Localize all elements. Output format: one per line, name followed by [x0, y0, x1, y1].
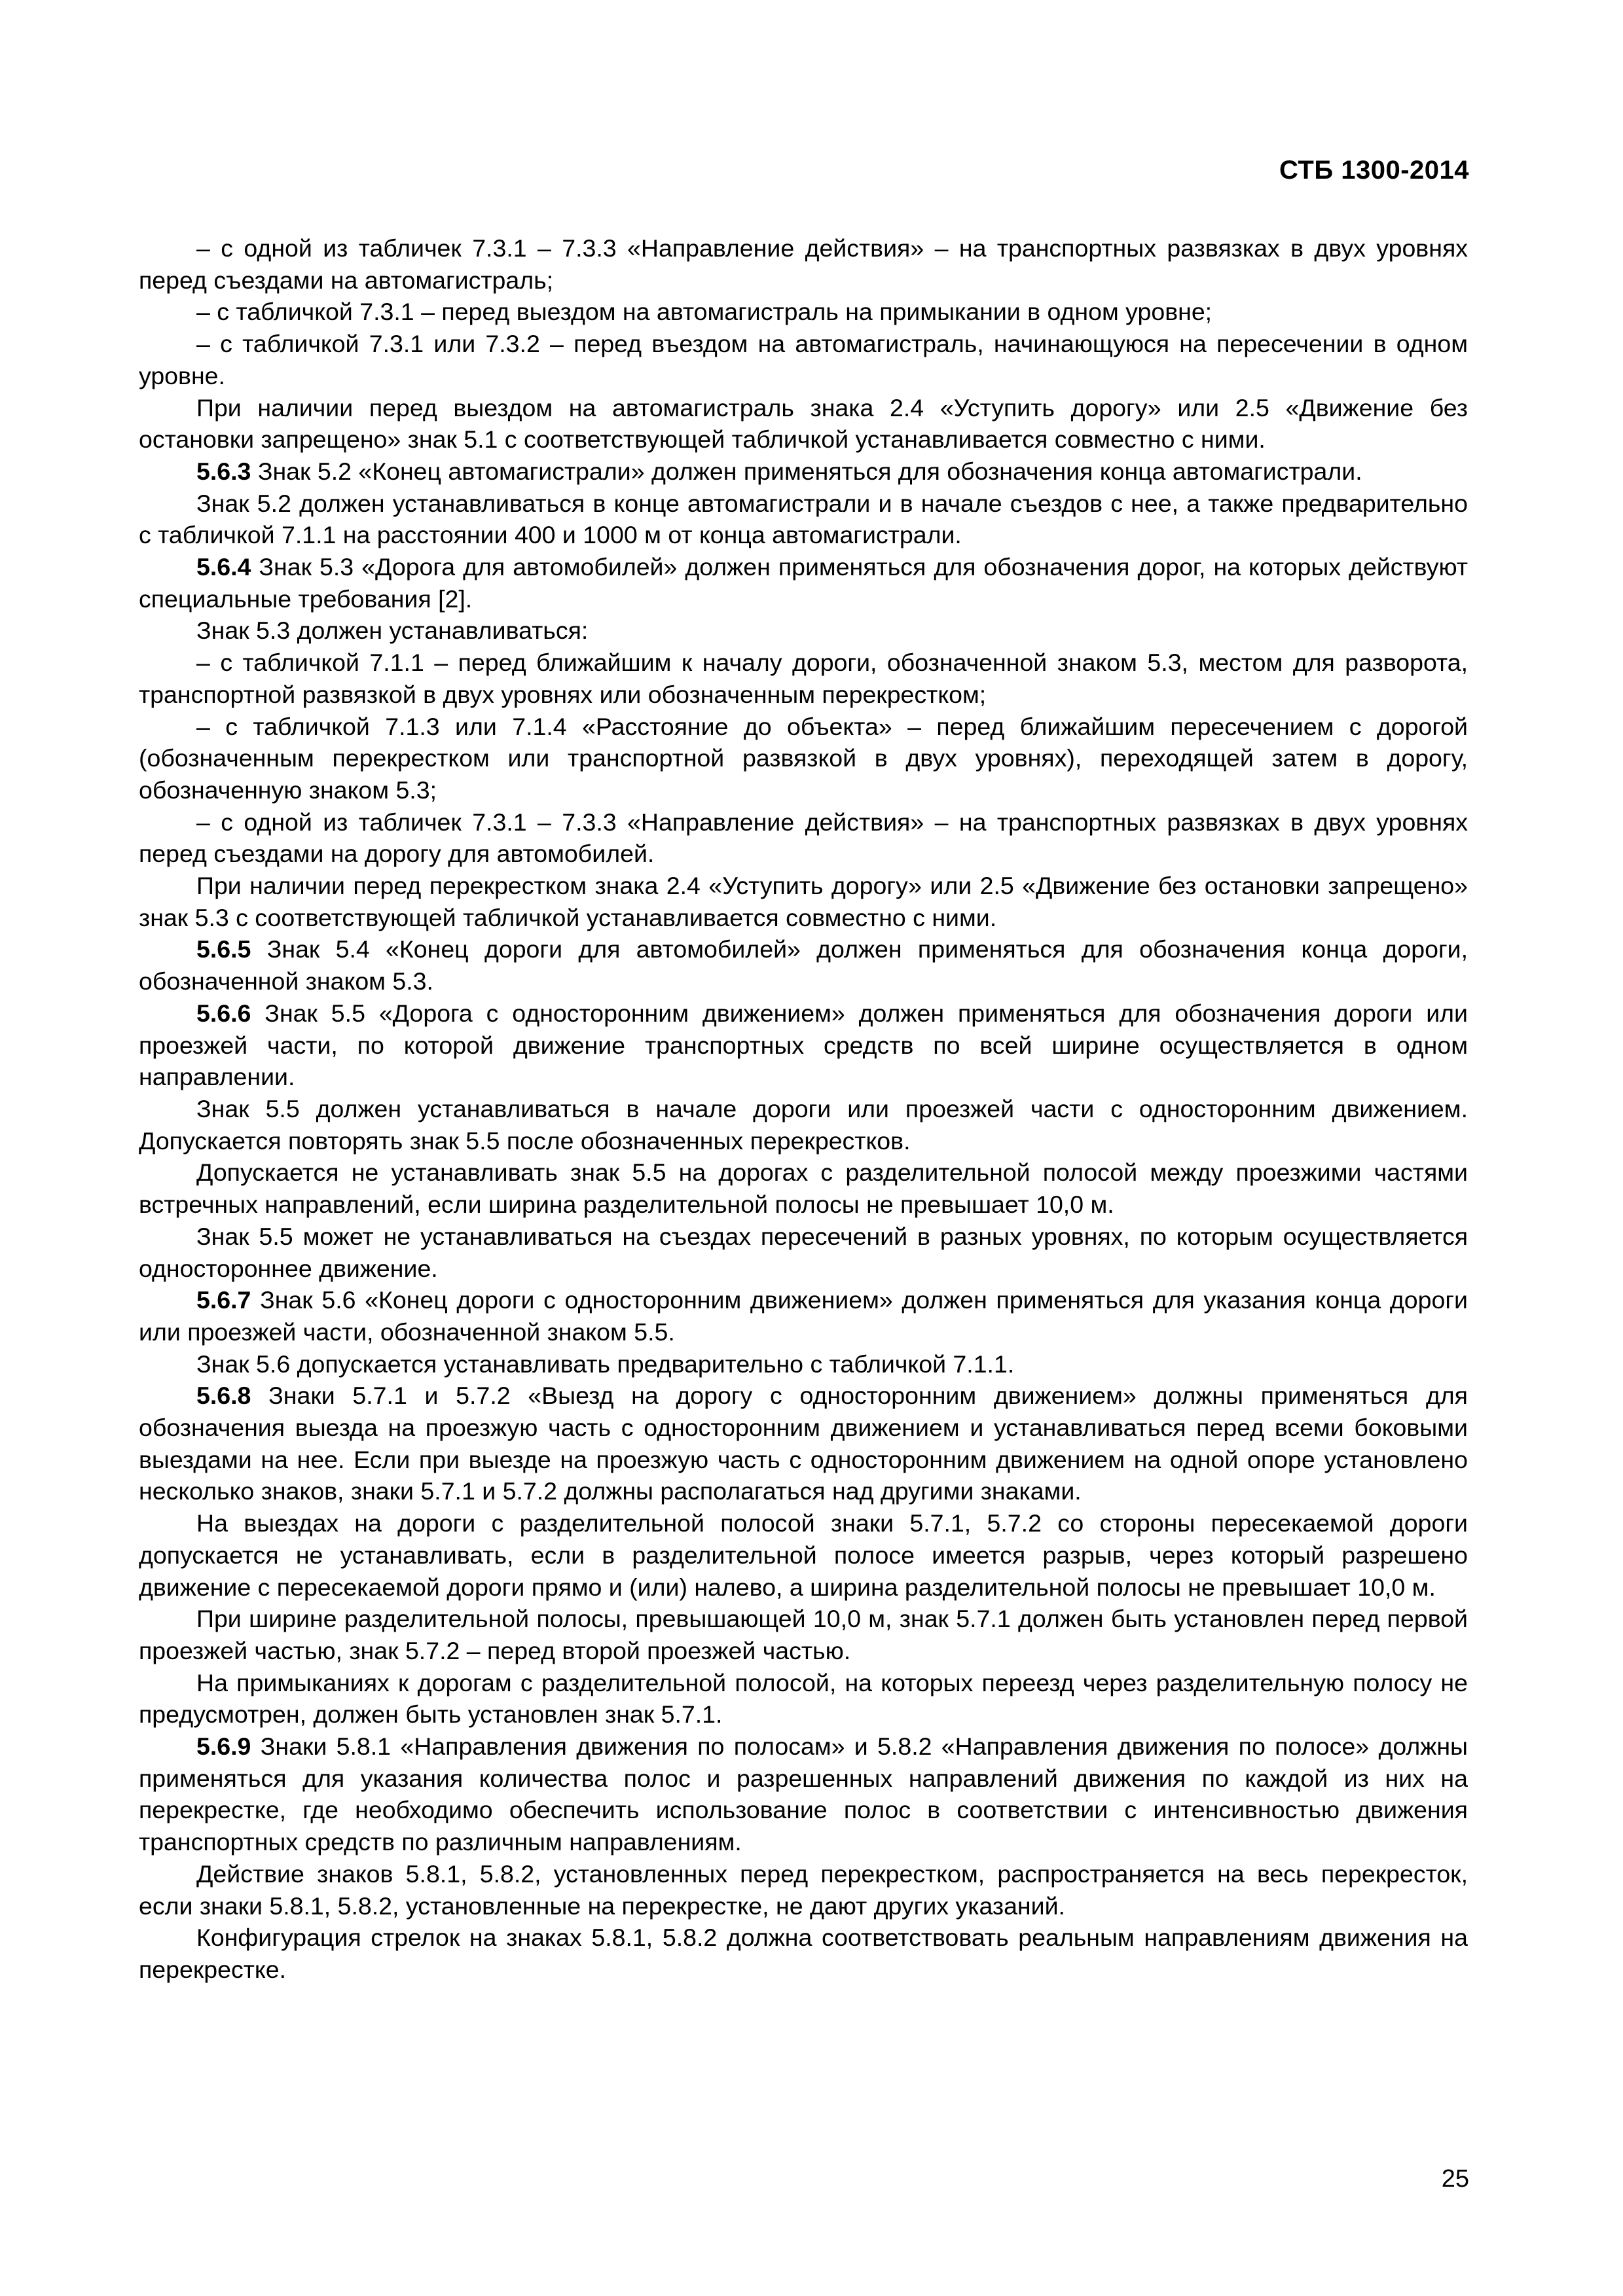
section-paragraph: [139, 997, 1468, 1093]
paragraph-text: Действие знаков 5.8.1, 5.8.2, установленных перед перекрестком, распространяется на весь перекресток, если знаки 5.8.1, 5.8.2, установленные на перекрестке, не дают других указаний.: [139, 1859, 1468, 1920]
paragraph-text: – с табличкой 7.3.1 – перед выездом на автомагистраль на примыкании в одном уровне;: [196, 298, 1213, 326]
document-body: [139, 232, 1468, 1986]
section-paragraph: [139, 551, 1468, 615]
section-number: 5.6.6: [196, 999, 251, 1027]
section-paragraph: [139, 1284, 1468, 1348]
section-number: 5.6.5: [196, 935, 251, 963]
paragraph-text: Знак 5.4 «Конец дороги для автомобилей» должен применяться для обозначения конца дороги, обозначенной знаком 5.3.: [139, 935, 1468, 996]
document-code: СТБ 1300-2014: [1279, 156, 1469, 185]
paragraph-text: Знак 5.3 «Дорога для автомобилей» должен применяться для обозначения дорог, на которых действуют специальные требования [2].: [139, 553, 1468, 613]
section-paragraph: [139, 933, 1468, 997]
body-paragraph: [139, 392, 1468, 456]
section-number: 5.6.7: [196, 1286, 251, 1314]
paragraph-text: Знаки 5.8.1 «Направления движения по полосам» и 5.8.2 «Направления движения по полосе» должны применяться для указания количества полос и разрешенных направлений движения по каждой из них на перекрестке, где необходимо обеспечить использование полос в соответствии с интенсивностью движения транспортных средств по различным направлениям.: [139, 1732, 1468, 1856]
body-paragraph: [139, 1093, 1468, 1157]
body-paragraph: [139, 647, 1468, 710]
paragraph-text: При наличии перед выездом на автомагистраль знака 2.4 «Уступить дорогу» или 2.5 «Движение без остановки запрещено» знак 5.1 с соответствующей табличкой устанавливается совместно с ними.: [139, 393, 1468, 454]
body-paragraph: [139, 615, 1468, 647]
section-number: 5.6.4: [196, 553, 251, 581]
paragraph-text: Знак 5.5 может не устанавливаться на съездах пересечений в разных уровнях, по которым осуществляется одностороннее движение.: [139, 1222, 1468, 1282]
paragraph-text: Знак 5.6 допускается устанавливать предварительно с табличкой 7.1.1.: [196, 1350, 1015, 1378]
paragraph-text: На примыканиях к дорогам с разделительной полосой, на которых переезд через разделительную полосу не предусмотрен, должен быть установлен знак 5.7.1.: [139, 1668, 1468, 1729]
body-paragraph: [139, 711, 1468, 806]
body-paragraph: [139, 232, 1468, 296]
paragraph-text: Знак 5.5 должен устанавливаться в начале дороги или проезжей части с односторонним движением. Допускается повторять знак 5.5 после обозначенных перекрестков.: [139, 1094, 1468, 1155]
body-paragraph: [139, 1667, 1468, 1731]
body-paragraph: [139, 1858, 1468, 1922]
section-number: 5.6.8: [196, 1382, 251, 1410]
paragraph-text: При ширине разделительной полосы, превышающей 10,0 м, знак 5.7.1 должен быть установлен перед первой проезжей частью, знак 5.7.2 – перед второй проезжей частью.: [139, 1605, 1468, 1664]
body-paragraph: [139, 296, 1468, 328]
paragraph-text: – с одной из табличек 7.3.1 – 7.3.3 «Направление действия» – на транспортных развязках в двух уровнях перед съездами на автомагистраль;: [139, 234, 1468, 294]
paragraph-text: – с табличкой 7.3.1 или 7.3.2 – перед въездом на автомагистраль, начинающуюся на пересечении в одном уровне.: [139, 330, 1468, 389]
section-paragraph: [139, 1731, 1468, 1858]
body-paragraph: [139, 806, 1468, 870]
paragraph-text: Знак 5.2 «Конец автомагистрали» должен применяться для обозначения конца автомагистрали.: [251, 457, 1362, 485]
paragraph-text: Знак 5.6 «Конец дороги с односторонним движением» должен применяться для указания конца дороги или проезжей части, обозначенной знаком 5.5.: [139, 1286, 1468, 1346]
section-paragraph: [139, 456, 1468, 488]
paragraph-text: Знаки 5.7.1 и 5.7.2 «Выезд на дорогу с односторонним движением» должны применяться для обозначения выезда на проезжую часть с односторонним движением и устанавливаться перед всеми боковыми выездами на нее. Если при выезде на проезжую часть с односторонним движением на одной опоре установлено несколько знаков, знаки 5.7.1 и 5.7.2 должны располагаться над другими знаками.: [139, 1382, 1468, 1505]
paragraph-text: – с табличкой 7.1.3 или 7.1.4 «Расстояние до объекта» – перед ближайшим пересечением с дорогой (обозначенным перекрестком или транспортной развязкой в двух уровнях), переходящей затем в дорогу, обозначенную знаком 5.3;: [139, 712, 1468, 804]
body-paragraph: [139, 1507, 1468, 1603]
body-paragraph: [139, 870, 1468, 933]
section-number: 5.6.9: [196, 1732, 251, 1761]
body-paragraph: [139, 1348, 1468, 1380]
paragraph-text: Конфигурация стрелок на знаках 5.8.1, 5.8.2 должна соответствовать реальным направлениям движения на перекрестке.: [139, 1924, 1468, 1983]
section-number: 5.6.3: [196, 457, 251, 485]
body-paragraph: [139, 328, 1468, 391]
body-paragraph: [139, 488, 1468, 551]
body-paragraph: [139, 1922, 1468, 1985]
page-number: 25: [1441, 2165, 1469, 2193]
body-paragraph: [139, 1157, 1468, 1220]
section-paragraph: [139, 1380, 1468, 1507]
paragraph-text: Знак 5.3 должен устанавливаться:: [196, 617, 589, 645]
paragraph-text: Знак 5.2 должен устанавливаться в конце автомагистрали и в начале съездов с нее, а также предварительно с табличкой 7.1.1 на расстоянии 400 и 1000 м от конца автомагистрали.: [139, 489, 1468, 549]
paragraph-text: Знак 5.5 «Дорога с односторонним движением» должен применяться для обозначения дороги или проезжей части, по которой движение транспортных средств по всей ширине осуществляется в одном направлении.: [139, 999, 1468, 1091]
paragraph-text: На выездах на дороги с разделительной полосой знаки 5.7.1, 5.7.2 со стороны пересекаемой дороги допускается не устанавливать, если в разделительной полосе имеется разрыв, через который разрешено движение с пересекаемой дороги прямо и (или) налево, а ширина разделительной полосы не превышает 10,0 м.: [139, 1509, 1468, 1601]
body-paragraph: [139, 1221, 1468, 1284]
body-paragraph: [139, 1603, 1468, 1666]
paragraph-text: – с одной из табличек 7.3.1 – 7.3.3 «Направление действия» – на транспортных развязках в двух уровнях перед съездами на дорогу для автомобилей.: [139, 808, 1468, 868]
paragraph-text: При наличии перед перекрестком знака 2.4 «Уступить дорогу» или 2.5 «Движение без остановки запрещено» знак 5.3 с соответствующей табличкой устанавливается совместно с ними.: [139, 872, 1468, 931]
paragraph-text: – с табличкой 7.1.1 – перед ближайшим к началу дороги, обозначенной знаком 5.3, местом для разворота, транспортной развязкой в двух уровнях или обозначенным перекрестком;: [139, 649, 1468, 708]
paragraph-text: Допускается не устанавливать знак 5.5 на дорогах с разделительной полосой между проезжими частями встречных направлений, если ширина разделительной полосы не превышает 10,0 м.: [139, 1158, 1468, 1219]
